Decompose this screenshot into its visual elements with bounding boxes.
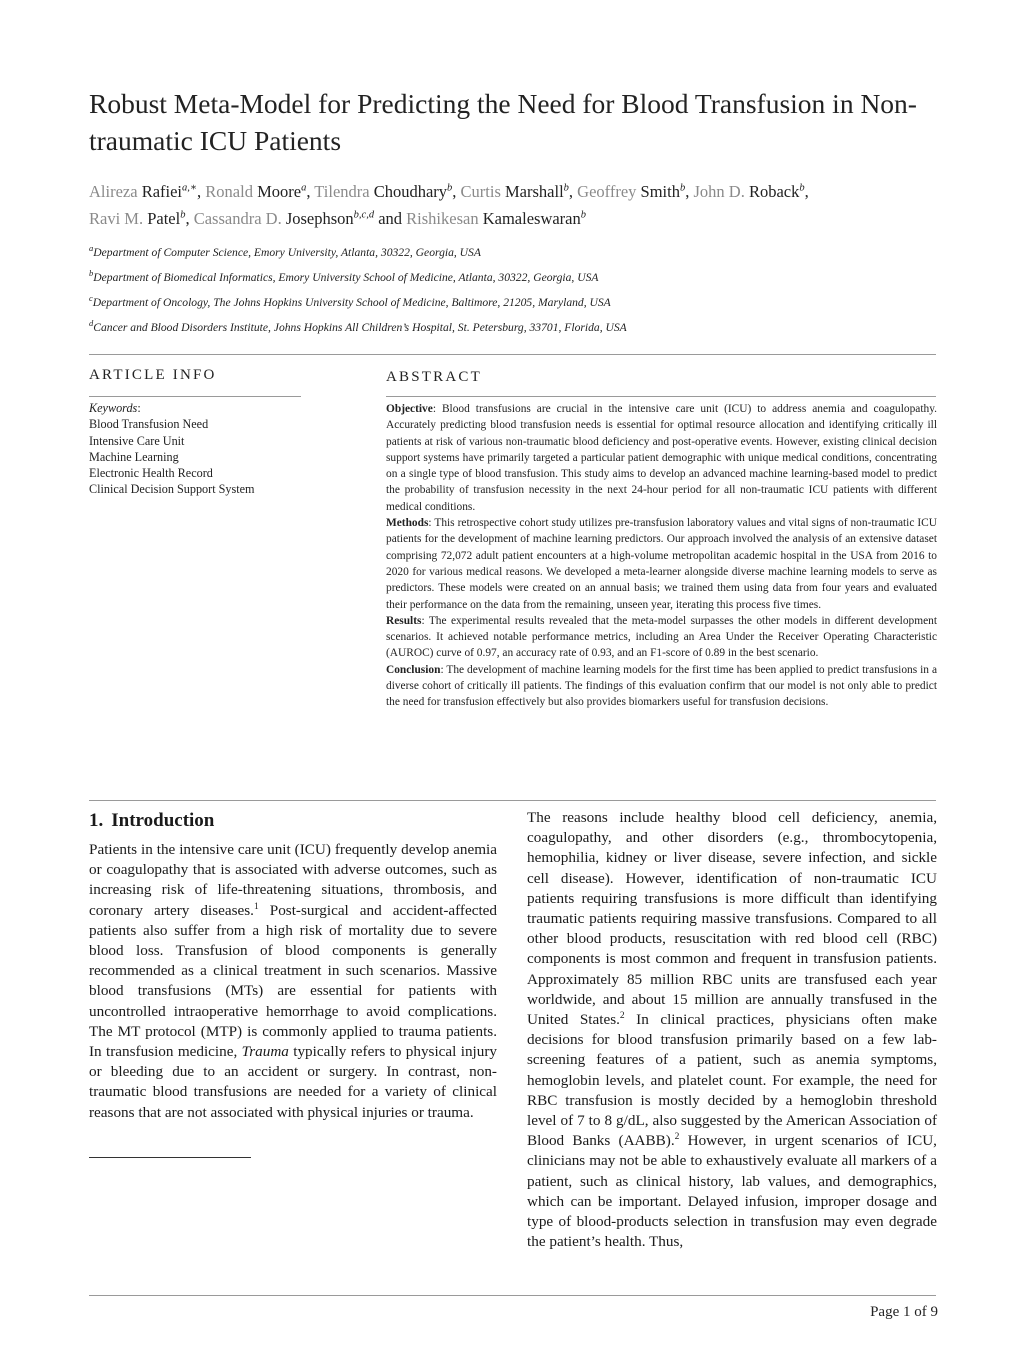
intro-paragraph: The reasons include healthy blood cell deficiency, anemia, coagulopathy, and other disorders (e.g., thrombocytopenia, hemophilia, kidney or liver disease, severe infection, and sickle cell disease). However, identification of non-traumatic ICU patients requiring transfusions is more difficult than identifying traumatic patients requiring massive transfusions. Compared to all other blood products, resuscitation with red blood cell (RBC) components is most common and frequent in transfusion patients. Approximately 85 million RBC units are transfused each year worldwide, and about 15 million are annually transfused in the United States.$^2$ In clinical practices, physicians often make decisions for blood transfusion primarily based on a few lab-screening features of a patient, such as anemia symptoms, hemoglobin levels, and platelet count. For example, the need for RBC transfusion is mostly decided by a hemoglobin threshold level of 7 to 8 g/dL, also suggested by the American Association of Blood Banks (AABB).$^2$ However, in urgent scenarios of ICU, clinicians may not be able to exhaustively evaluate all markers of a patient, such as clinical history, lab values, and demographics, which can be important. Delayed infusion, improper dosage and type of blood-products selection in transfusion may even degrade the patient’s health. Thus,	[527, 809, 937, 1251]
header-divider	[89, 354, 936, 355]
intro-right-column	[527, 808, 937, 1252]
abstract-rule	[386, 396, 936, 397]
abstract-objective: Objective: Blood transfusions are crucial in the intensive care unit (ICU) to address anemia and coagulopathy. Accurately predicting blood transfusion needs is essential for optimal resource allocation and identifying critically ill patients at risk of various non-traumatic blood deficiency and post-operative events. However, existing clinical decision support systems have primarily targeted a particular patient demographic with unique medical conditions, concentrating on a single type of blood transfusion. This study aims to develop an advanced machine learning-based model to predict the probability of transfusion necessity in the next 24-hour period for all non-traumatic ICU patients with different medical conditions.	[386, 403, 937, 513]
author: Geoffrey Smith$^b$,	[577, 181, 694, 201]
intro-left-column	[89, 840, 497, 1123]
affiliation: $^a$Department of Computer Science, Emory University, Atlanta, 30322, Georgia, USA	[89, 243, 481, 259]
article-info-rule	[89, 396, 301, 397]
abstract-body	[386, 401, 937, 711]
abstract-conclusion: Conclusion: The development of machine learning models for the first time has been applied to predict transfusions in a diverse cohort of critically ill patients. The findings of this evaluation confirm that our model is not only able to predict the need for transfusion effectively but also provides biomarkers useful for transfusion decisions.	[386, 663, 937, 709]
keyword: Blood Transfusion Need	[89, 417, 209, 432]
author: John D. Roback$^b$,	[693, 181, 809, 201]
author: Cassandra D. Josephson$^{b,c,d}$ and	[193, 209, 407, 228]
keyword: Electronic Health Record	[89, 466, 213, 481]
keywords-block: Keywords: Blood Transfusion Need Intensive Care Unit Machine Learning Electronic Health Record Clinical Decision Support System	[89, 400, 359, 498]
page-number: Page 1 of 9	[870, 1304, 938, 1320]
intro-paragraph: Patients in the intensive care unit (ICU) frequently develop anemia or coagulopathy that is associated with adverse outcomes, such as increasing risk of life-threatening situations, thrombosis, and coronary artery diseases.$^1$ Post-surgical and accident-affected patients also suffer from a high risk of mortality due to severe blood loss. Transfusion of blood components is generally recommended as a clinical treatment in such scenarios. Massive blood transfusions (MTs) are essential for patients with uncontrolled intraoperative hemorrhage to avoid complications. The MT protocol (MTP) is commonly applied to trauma patients. In transfusion medicine, Trauma typically refers to physical injury or bleeding due to an accident or surgery. In contrast, non-traumatic blood transfusions are needed for a variety of clinical reasons that are not associated with physical injuries or trauma.	[89, 841, 497, 1121]
author: Ravi M. Patel$^b$,	[89, 209, 194, 228]
keyword: Clinical Decision Support System	[89, 482, 255, 497]
footnote-rule	[89, 1157, 251, 1158]
keywords-label: Keywords	[89, 401, 138, 415]
author: Tilendra Choudhary$^b$,	[314, 181, 461, 201]
footer-divider	[89, 1295, 936, 1296]
affiliation: $^c$Department of Oncology, The Johns Hopkins University School of Medicine, Baltimore, 21205, Maryland, USA	[89, 292, 611, 309]
author: Ronald Moore$^a$,	[205, 181, 315, 201]
abstract-methods: Methods: This retrospective cohort study utilizes pre-transfusion laboratory values and vital signs of non-traumatic ICU patients for the development of machine learning predictors. Our approach involved the analysis of an extensive dataset comprising 72,072 adult patient encounters at a high-volume metropolitan academic hospital in the USA from 2016 to 2020 for various medical reasons. We developed a meta-learner alongside diverse machine learning models to serve as predictors. These models were created on an annual basis; we trained them using data from four years and evaluated their performance on the data from the remaining, unseen year, iterating this process five times.	[386, 517, 937, 611]
author: Alireza Rafiei$^{a,∗}$,	[89, 181, 206, 201]
keyword: Machine Learning	[89, 449, 179, 464]
keyword: Intensive Care Unit	[89, 433, 185, 448]
paper-title: Robust Meta-Model for Predicting the Need for Blood Transfusion in Non-traumatic ICU Patients	[89, 88, 917, 156]
article-info-heading: ARTICLE INFO	[89, 367, 217, 383]
author: Rishikesan Kamaleswaran$^b$	[406, 209, 587, 228]
author: Curtis Marshall$^b$,	[460, 181, 578, 201]
abstract-results: Results: The experimental results revealed that the meta-model surpasses the other models in different development scenarios. It achieved notable performance metrics, including an Area Under the Receiver Operating Characteristic (AUROC) curve of 0.97, an accuracy rate of 0.93, and an F1-score of 0.89 in the best scenario.	[386, 614, 937, 660]
affiliation: $^b$Department of Biomedical Informatics, Emory University School of Medicine, Atlanta, 30322, Georgia, USA	[89, 267, 599, 284]
author-list	[89, 176, 959, 231]
affiliations	[89, 238, 969, 337]
abstract-heading: ABSTRACT	[386, 369, 482, 385]
section-heading-introduction: 1. Introduction	[89, 810, 215, 831]
abstract-divider	[89, 800, 936, 801]
affiliation: $^d$Cancer and Blood Disorders Institute, Johns Hopkins All Children’s Hospital, St. Petersburg, 33701, Florida, USA	[89, 317, 627, 334]
